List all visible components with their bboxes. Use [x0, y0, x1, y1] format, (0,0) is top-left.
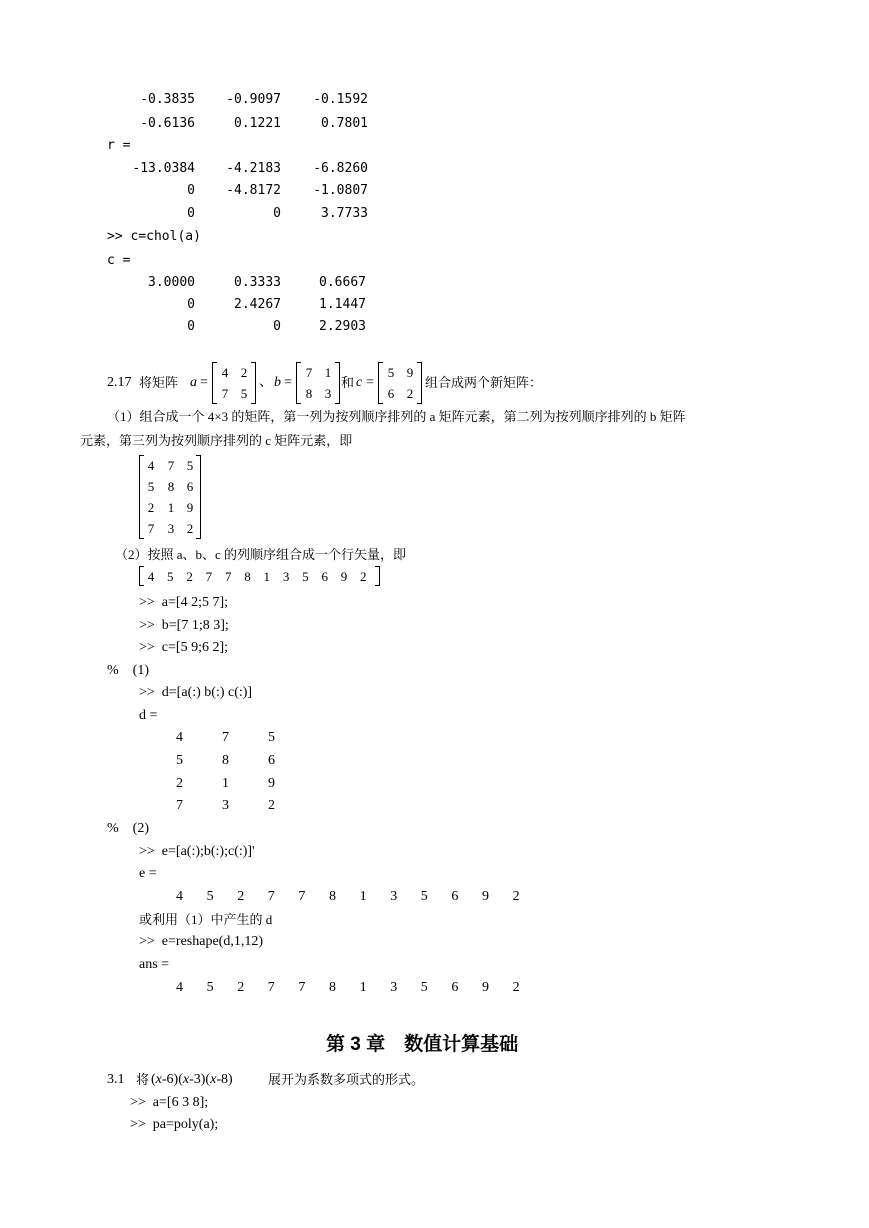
matrix-value: 2.2903: [319, 319, 366, 334]
equals-sign: =: [366, 375, 374, 390]
matrix-4x3-cell: 1: [167, 500, 175, 515]
d-matrix-value: 2: [176, 776, 183, 791]
matrix-4x3: [139, 455, 201, 539]
e-label: e =: [139, 866, 157, 881]
d-matrix-value: 5: [176, 753, 183, 768]
command-reshape: >> e=reshape(d,1,12): [139, 934, 263, 949]
e-vector-value: 4: [176, 889, 183, 904]
matrix-value: -1.0807: [313, 183, 368, 198]
chol-command: >> c=chol(a): [107, 229, 201, 244]
ans-vector-value: 2: [237, 980, 245, 995]
expr-var: x: [210, 1072, 217, 1087]
command-a: >> a=[4 2;5 7];: [139, 595, 229, 610]
matrix-value: -4.2183: [226, 161, 281, 176]
command-poly-a: >> a=[6 3 8];: [130, 1095, 209, 1110]
matrix-a-cell: 4: [221, 365, 229, 380]
ans-vector-value: 7: [267, 980, 275, 995]
matrix-value: -0.3835: [140, 92, 195, 107]
ans-vector-value: 9: [482, 980, 489, 995]
r-label: r =: [107, 138, 131, 153]
row-vector: [139, 566, 380, 586]
ans-vector-value: 3: [390, 980, 398, 995]
matrix-value: -0.1592: [313, 92, 368, 107]
var-b: b: [274, 375, 281, 390]
d-matrix-value: 8: [222, 753, 229, 768]
and-word: 和: [341, 375, 355, 390]
var-a: a: [190, 375, 197, 390]
d-matrix-value: 7: [222, 730, 229, 745]
row-vector-cell: 3: [282, 569, 290, 584]
separator: 、: [259, 375, 273, 390]
command-c: >> c=[5 9;6 2];: [139, 640, 229, 655]
e-vector-value: 6: [451, 889, 459, 904]
e-vector-value: 2: [512, 889, 520, 904]
problem-text-tail: 展开为系数多项式的形式。: [268, 1072, 425, 1087]
d-matrix-value: 3: [222, 798, 229, 813]
ans-vector-value: 8: [329, 980, 336, 995]
matrix-value: 0.1221: [234, 116, 281, 131]
row-vector-cell: 5: [302, 569, 309, 584]
matrix-value: 2.4267: [234, 297, 281, 312]
matrix-b-cell: 7: [305, 365, 313, 380]
comment-part2: % (2): [107, 821, 149, 836]
equals-sign: =: [200, 375, 208, 390]
d-matrix-value: 1: [222, 776, 229, 791]
matrix-4x3-cell: 7: [167, 458, 175, 473]
matrix-c: [378, 362, 422, 404]
matrix-4x3-cell: 5: [147, 479, 155, 494]
d-matrix-value: 2: [268, 798, 275, 813]
matrix-b-cell: 3: [324, 386, 332, 401]
matrix-c-cell: 2: [406, 386, 414, 401]
matrix-4x3-cell: 9: [186, 500, 194, 515]
polynomial-expression: [151, 1073, 233, 1087]
e-vector-value: 1: [359, 889, 367, 904]
matrix-b-cell: 1: [324, 365, 332, 380]
ans-vector-value: 2: [512, 980, 520, 995]
matrix-a-cell: 7: [221, 386, 229, 401]
d-matrix-value: 5: [268, 730, 275, 745]
matrix-c-cell: 6: [387, 386, 395, 401]
ans-vector-value: 4: [176, 980, 183, 995]
problem-text-lead: 将矩阵: [139, 375, 179, 390]
comment-part1: % (1): [107, 663, 149, 678]
matrix-value: 3.0000: [148, 275, 195, 290]
matrix-value: 0: [187, 319, 195, 334]
problem-number: 2.17: [107, 375, 132, 390]
expr-var: x: [182, 1072, 190, 1087]
matrix-value: 0: [187, 183, 195, 198]
matrix-value: 0.7801: [321, 116, 368, 131]
ans-label: ans =: [139, 957, 170, 972]
row-vector-cell: 5: [167, 569, 174, 584]
d-matrix-value: 7: [176, 798, 183, 813]
matrix-value: 3.7733: [321, 206, 368, 221]
e-vector-value: 5: [206, 889, 214, 904]
command-d: >> d=[a(:) b(:) c(:)]: [139, 685, 253, 700]
matrix-a-cell: 5: [240, 386, 248, 401]
ans-vector-value: 1: [359, 980, 367, 995]
problem-number: 3.1: [107, 1072, 125, 1087]
matrix-a: [212, 362, 256, 404]
e-vector-value: 5: [420, 889, 428, 904]
matrix-value: -13.0384: [132, 161, 195, 176]
ans-vector-value: 6: [451, 980, 459, 995]
expr-part: -6)(: [161, 1072, 183, 1087]
row-vector-cell: 2: [360, 569, 367, 584]
row-vector-cell: 8: [244, 569, 251, 584]
part2-text: （2）按照 a、b、c 的列顺序组合成一个行矢量，即: [115, 547, 407, 562]
matrix-value: 0: [273, 319, 281, 334]
d-matrix-value: 9: [268, 776, 275, 791]
matrix-4x3-cell: 3: [167, 521, 175, 536]
matrix-value: -6.8260: [313, 161, 368, 176]
d-matrix-value: 6: [268, 753, 275, 768]
part1-text: （1）组合成一个 4×3 的矩阵，第一列为按列顺序排列的 a 矩阵元素，第二列为按列顺序排列的 b 矩阵: [107, 409, 686, 424]
command-pa: >> pa=poly(a);: [130, 1117, 219, 1132]
row-vector-cell: 1: [263, 569, 271, 584]
problem-text-tail: 组合成两个新矩阵：: [425, 375, 543, 390]
ans-vector-value: 7: [298, 980, 306, 995]
e-vector-value: 7: [267, 889, 275, 904]
chapter-title: 第 3 章 数值计算基础: [326, 1034, 519, 1055]
d-label: d =: [139, 708, 158, 723]
matrix-value: -0.6136: [140, 116, 195, 131]
expr-var: x: [155, 1072, 162, 1087]
matrix-value: 0.6667: [319, 275, 366, 290]
row-vector-cell: 2: [186, 569, 193, 584]
command-e: >> e=[a(:);b(:);c(:)]': [139, 844, 255, 859]
matrix-4x3-cell: 4: [147, 458, 155, 473]
matrix-value: 0: [187, 297, 195, 312]
matrix-4x3-cell: 6: [186, 479, 194, 494]
matrix-value: 1.1447: [319, 297, 366, 312]
matrix-4x3-cell: 7: [147, 521, 155, 536]
e-vector-value: 8: [329, 889, 336, 904]
ans-vector-value: 5: [420, 980, 428, 995]
problem-text-lead: 将: [136, 1072, 150, 1087]
matrix-4x3-cell: 2: [147, 500, 155, 515]
row-vector-cell: 9: [340, 569, 348, 584]
e-vector-value: 3: [390, 889, 398, 904]
d-matrix-value: 4: [176, 730, 183, 745]
matrix-value: 0: [273, 206, 281, 221]
command-b: >> b=[7 1;8 3];: [139, 618, 229, 633]
e-vector-value: 7: [298, 889, 306, 904]
matrix-value: 0.3333: [234, 275, 281, 290]
row-vector-cell: 7: [205, 569, 213, 584]
expr-part: -8): [216, 1072, 233, 1087]
matrix-b-cell: 8: [305, 386, 313, 401]
expr-part: -3)(: [189, 1072, 211, 1087]
row-vector-cell: 7: [224, 569, 232, 584]
expr-part: (: [151, 1072, 156, 1087]
matrix-c-cell: 9: [406, 365, 414, 380]
var-c: c: [356, 375, 363, 390]
c-label: c =: [107, 253, 131, 268]
matrix-4x3-cell: 2: [186, 521, 194, 536]
matrix-b: [296, 362, 340, 404]
ans-vector-value: 5: [206, 980, 214, 995]
matrix-value: -4.8172: [226, 183, 281, 198]
matrix-value: -0.9097: [226, 92, 281, 107]
row-vector-cell: 6: [321, 569, 328, 584]
e-vector-value: 9: [482, 889, 489, 904]
matrix-4x3-cell: 5: [186, 458, 194, 473]
row-vector-cell: 4: [147, 569, 155, 584]
matrix-c-cell: 5: [387, 365, 395, 380]
equals-sign: =: [284, 375, 292, 390]
e-vector-value: 2: [237, 889, 245, 904]
matrix-4x3-cell: 8: [167, 479, 175, 494]
matrix-value: 0: [187, 206, 195, 221]
matrix-a-cell: 2: [240, 365, 248, 380]
part1-text-cont: 元素，第三列为按列顺序排列的 c 矩阵元素，即: [80, 433, 353, 448]
alt-method-text: 或利用（1）中产生的 d: [139, 912, 273, 927]
